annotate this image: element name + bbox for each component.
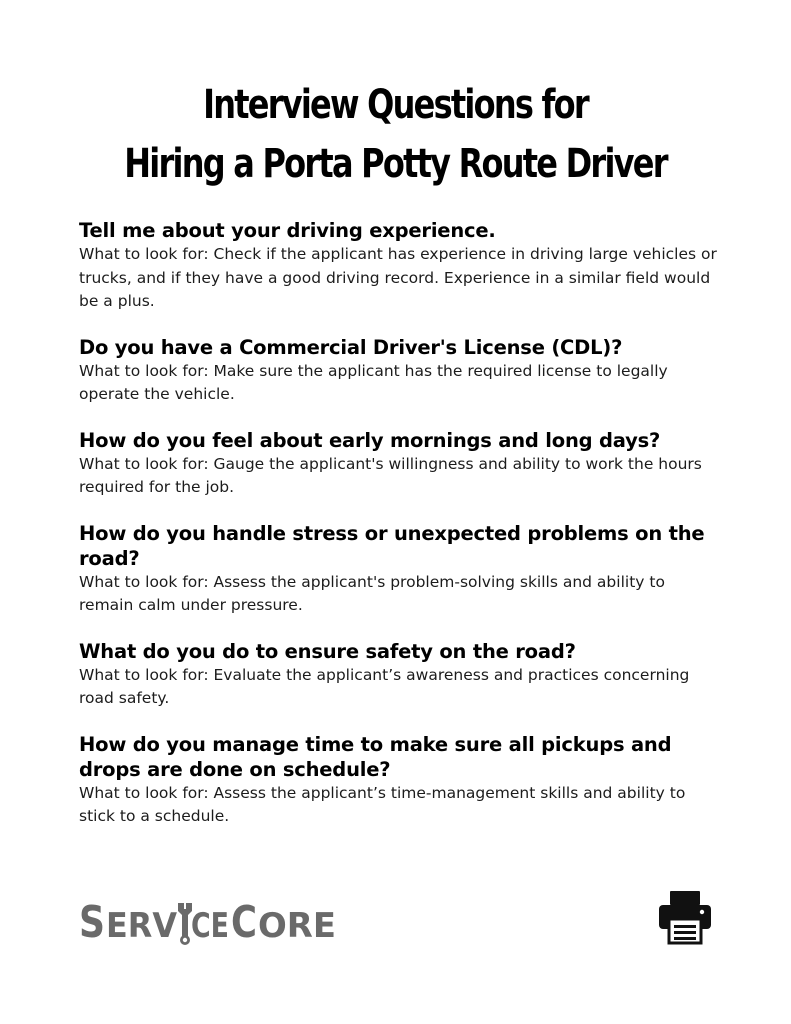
logo-wordmark	[79, 893, 341, 949]
question-heading: How do you handle stress or unexpected problems on the road?	[79, 521, 705, 570]
question-guidance: What to look for: Make sure the applicant has the required license to legally operate the vehicle.	[79, 361, 668, 403]
svg-text:C: C	[231, 897, 257, 948]
question-list	[79, 218, 719, 850]
svg-text:CE: CE	[191, 906, 229, 946]
question-heading: Do you have a Commercial Driver's License (CDL)?	[79, 335, 623, 359]
question-guidance: What to look for: Check if the applicant has experience in driving large vehicles or trucks, and if they have a good driving record. Experience in a similar field would be a plus.	[79, 245, 717, 310]
question-guidance: What to look for: Evaluate the applicant’s awareness and practices concerning road safety.	[79, 665, 690, 707]
svg-text:ORE: ORE	[258, 906, 336, 946]
question-guidance: What to look for: Gauge the applicant's willingness and ability to work the hours required for the job.	[79, 454, 702, 496]
svg-text:S: S	[79, 897, 105, 948]
question-item	[79, 639, 719, 711]
question-heading: What do you do to ensure safety on the road?	[79, 639, 576, 663]
question-item	[79, 335, 719, 407]
question-guidance: What to look for: Assess the applicant's problem-solving skills and ability to remain calm under pressure.	[79, 572, 665, 614]
question-item	[79, 218, 719, 314]
question-item	[79, 732, 719, 829]
question-heading: How do you feel about early mornings and long days?	[79, 428, 661, 452]
question-item	[79, 521, 719, 618]
question-item	[79, 428, 719, 500]
title-line-2: Hiring a Porta Potty Route Driver	[124, 141, 667, 187]
document-title	[79, 76, 712, 194]
question-heading: How do you manage time to make sure all pickups and drops are done on schedule?	[79, 732, 672, 781]
title-line-1: Interview Questions for	[203, 82, 588, 128]
servicecore-logo	[79, 893, 341, 949]
svg-text:ERV: ERV	[106, 906, 178, 946]
question-guidance: What to look for: Assess the applicant’s time-management skills and ability to stick to a schedule.	[79, 783, 686, 825]
printer-icon[interactable]	[657, 889, 713, 945]
question-heading: Tell me about your driving experience.	[79, 219, 496, 242]
wrench-icon	[178, 903, 192, 945]
